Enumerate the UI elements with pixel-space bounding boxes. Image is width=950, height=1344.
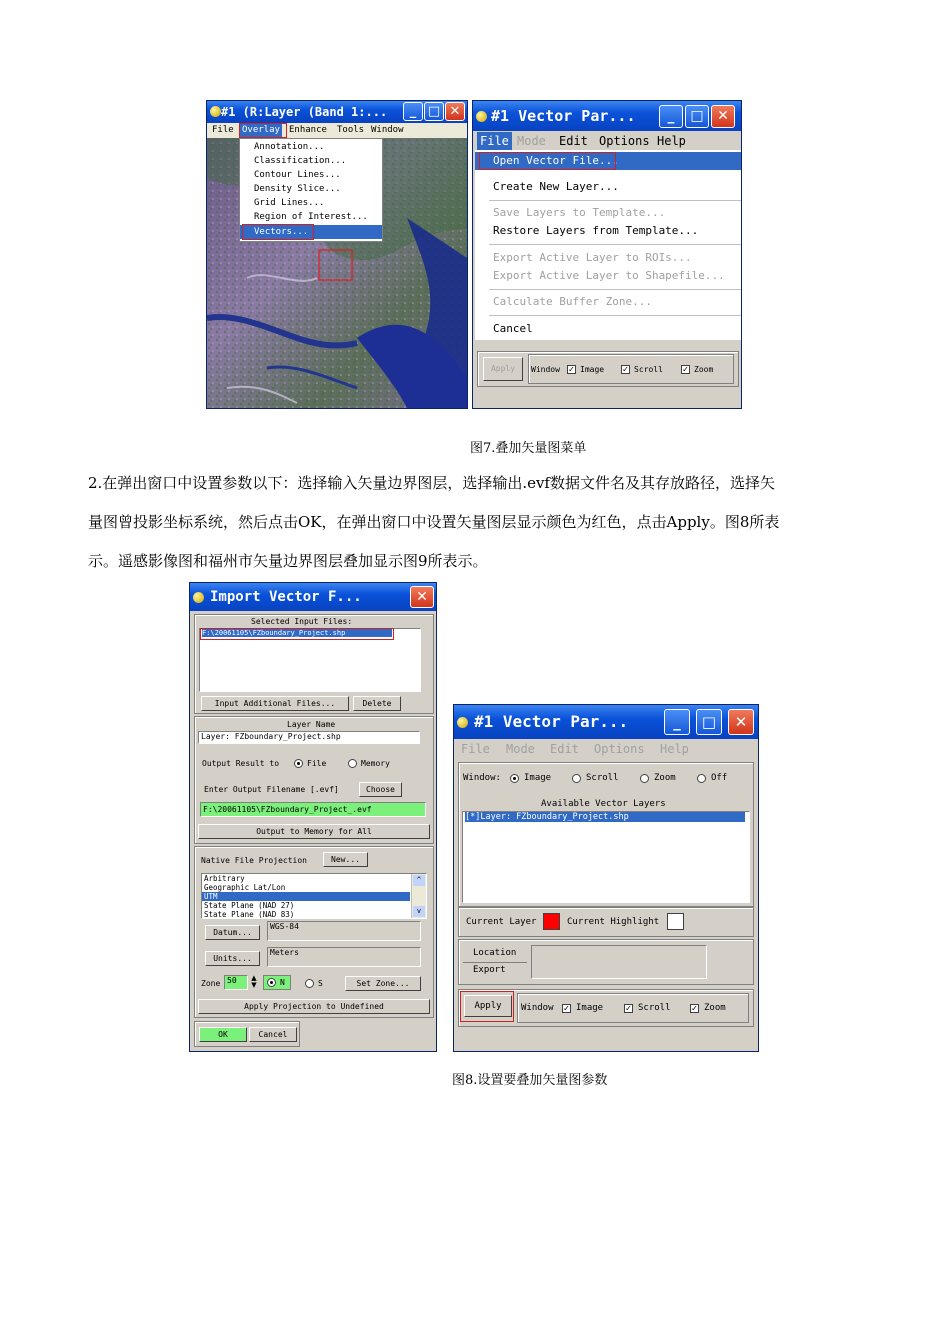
available-layers-list[interactable] <box>462 811 750 903</box>
input-additional-files-button[interactable]: Input Additional Files... <box>201 696 349 711</box>
window-options <box>528 354 734 384</box>
window-title: #1 Vector Par... <box>474 712 629 731</box>
bottom-controls <box>477 351 739 387</box>
menu-item-calculate-buffer[interactable]: Calculate Buffer Zone... <box>493 295 652 308</box>
window-zoom-label: Zoom <box>654 773 676 783</box>
projection-panel <box>194 846 434 1018</box>
radio-n-group[interactable] <box>263 975 291 990</box>
apply-button[interactable]: Apply <box>464 995 512 1017</box>
menu-item-region-of-interest[interactable]: Region of Interest... <box>254 212 368 222</box>
window-zoom-radio[interactable] <box>640 774 649 783</box>
location-label: Location <box>473 948 517 958</box>
location-display <box>531 945 707 979</box>
layers-panel <box>458 762 754 907</box>
menu-separator <box>489 289 741 290</box>
apply-projection-button[interactable]: Apply Projection to Undefined <box>198 999 430 1014</box>
window-scroll-radio[interactable] <box>572 774 581 783</box>
zone-label: Zone <box>201 979 221 988</box>
figure-7-caption: 图7.叠加矢量图菜单 <box>470 441 587 456</box>
close-icon: ✕ <box>717 108 729 124</box>
window-title: Import Vector F... <box>210 589 362 605</box>
window-image-radio[interactable] <box>510 774 519 783</box>
menu-item-density-slice[interactable]: Density Slice... <box>254 184 341 194</box>
minimize-button[interactable] <box>664 709 690 735</box>
choose-button[interactable]: Choose <box>359 782 402 797</box>
scroll-checkbox[interactable]: ✓ <box>622 365 629 374</box>
close-icon: ✕ <box>734 713 748 731</box>
menu-item-grid-lines[interactable]: Grid Lines... <box>254 198 325 208</box>
image-check-label: Image <box>576 1003 604 1013</box>
zoom-checkbox[interactable]: ✓ <box>691 1004 698 1013</box>
minimize-button[interactable] <box>403 102 423 121</box>
zoom-check-label: Zoom <box>704 1003 726 1013</box>
close-button[interactable] <box>410 586 434 608</box>
menu-item-contour-lines[interactable]: Contour Lines... <box>254 170 341 180</box>
menu-file[interactable]: File <box>212 125 234 135</box>
maximize-button[interactable] <box>696 709 722 735</box>
projection-item-selected[interactable]: UTM <box>202 892 410 901</box>
radio-n[interactable] <box>267 978 276 987</box>
zoom-checkbox[interactable]: ✓ <box>682 365 689 374</box>
window-check-options <box>517 993 749 1023</box>
window-image-label: Image <box>524 773 552 783</box>
ok-cancel-panel <box>194 1021 300 1047</box>
close-button[interactable] <box>711 105 735 128</box>
close-icon: ✕ <box>416 589 428 605</box>
file-dropdown <box>475 150 741 340</box>
vector-menubar <box>473 132 741 150</box>
menu-item-vectors[interactable]: Vectors... <box>240 225 382 239</box>
selected-file-highlight <box>200 628 394 640</box>
image-label: Image <box>580 365 605 374</box>
available-layers-label: Available Vector Layers <box>541 799 666 809</box>
menu-item-restore-layers[interactable]: Restore Layers from Template... <box>493 224 699 237</box>
paragraph-line-1: 2.在弹出窗口中设置参数以下：选择输入矢量边界图层，选择输出.evf数据文件名及其存放路径，选择矢 <box>88 474 775 492</box>
maximize-icon: □ <box>701 713 717 731</box>
apply-button[interactable]: Apply <box>483 357 523 381</box>
maximize-button[interactable] <box>424 102 444 121</box>
projection-item[interactable]: Arbitrary <box>204 874 245 883</box>
output-filename-input[interactable]: F:\20061105\FZboundary_Project_.evf <box>200 802 426 817</box>
projection-item[interactable]: State Plane (NAD 83) <box>204 910 295 919</box>
menu-separator <box>489 200 741 201</box>
menu-edit[interactable]: Edit <box>559 134 588 148</box>
selected-files-label: Selected Input Files: <box>251 617 353 626</box>
app-icon <box>457 717 468 728</box>
scroll-check-label: Scroll <box>638 1003 671 1013</box>
window-off-radio[interactable] <box>697 774 706 783</box>
menu-options[interactable]: Options <box>599 134 650 148</box>
menu-item-open-vector-file[interactable]: Open Vector File... <box>475 152 741 170</box>
menu-item-create-new-layer[interactable]: Create New Layer... <box>493 180 619 193</box>
menu-tools[interactable]: Tools <box>337 125 365 135</box>
output-file-label: File <box>307 759 327 768</box>
vector-window-fig8 <box>453 704 759 1052</box>
radio-s-label: S <box>318 979 323 988</box>
window-title: #1 Vector Par... <box>491 107 636 125</box>
close-button[interactable] <box>445 102 465 121</box>
output-result-label: Output Result to <box>202 759 280 768</box>
app-icon <box>210 106 221 117</box>
menu-item-export-rois[interactable]: Export Active Layer to ROIs... <box>493 251 692 264</box>
window-label: Window: <box>463 773 501 783</box>
units-value: Meters <box>267 947 421 967</box>
zone-input[interactable]: 50 <box>224 975 248 990</box>
layer-item-selected[interactable]: [*]Layer: FZboundary_Project.shp <box>465 812 745 822</box>
menu-mode[interactable]: Mode <box>506 742 535 756</box>
datum-value: WGS-84 <box>267 921 421 941</box>
figure-8-caption: 图8.设置要叠加矢量图参数 <box>452 1073 608 1088</box>
app-icon <box>476 111 487 122</box>
selected-files-panel <box>194 614 434 714</box>
open-vector-highlight <box>479 152 616 170</box>
native-projection-label: Native File Projection <box>201 856 307 865</box>
datum-button[interactable]: Datum... <box>205 925 260 940</box>
overlay-highlight <box>239 123 287 138</box>
layer-name-input[interactable]: Layer: FZboundary_Project.shp <box>198 731 420 744</box>
menu-item-classification[interactable]: Classification... <box>254 156 347 166</box>
current-layer-color-swatch[interactable] <box>543 913 560 930</box>
scroll-down-icon[interactable]: v <box>413 906 425 917</box>
menu-window[interactable]: Window <box>371 125 404 135</box>
paragraph-line-3: 示。遥感影像图和福州市矢量边界图层叠加显示图9所表示。 <box>88 552 488 570</box>
menu-item-annotation[interactable]: Annotation... <box>254 142 325 152</box>
vectors-highlight <box>242 224 314 240</box>
current-highlight-color-swatch[interactable] <box>667 913 684 930</box>
menu-item-cancel[interactable]: Cancel <box>493 322 533 335</box>
window-check-label: Window <box>521 1003 554 1013</box>
scroll-label: Scroll <box>634 365 663 374</box>
window-scroll-label: Scroll <box>586 773 619 783</box>
output-file-radio[interactable] <box>294 759 303 768</box>
zoom-label: Zoom <box>694 365 714 374</box>
radio-s[interactable] <box>305 979 314 988</box>
menu-file[interactable]: File <box>477 132 512 150</box>
location-divider <box>463 962 527 963</box>
window-label: Window <box>531 365 560 374</box>
selected-file-item[interactable]: F:\20061105\FZboundary_Project.shp <box>202 629 392 637</box>
import-window-titlebar[interactable] <box>190 583 436 611</box>
scroll-up-icon[interactable]: ^ <box>413 875 425 886</box>
set-zone-button[interactable]: Set Zone... <box>345 976 421 991</box>
menu-file[interactable]: File <box>461 742 490 756</box>
image-checkbox[interactable]: ✓ <box>563 1004 570 1013</box>
menu-item-export-shapefile[interactable]: Export Active Layer to Shapefile... <box>493 269 725 282</box>
menu-mode[interactable]: Mode <box>517 134 546 148</box>
output-filename-label: Enter Output Filename [.evf] <box>204 785 339 794</box>
delete-button[interactable]: Delete <box>353 696 401 711</box>
menu-help[interactable]: Help <box>657 134 686 148</box>
vector-window-fig7 <box>472 100 742 409</box>
window-title: #1 (R:Layer (Band 1:... <box>221 105 388 119</box>
overlay-dropdown <box>239 138 383 242</box>
color-panel <box>458 907 754 937</box>
cancel-button[interactable]: Cancel <box>249 1027 297 1042</box>
menu-item-save-layers[interactable]: Save Layers to Template... <box>493 206 666 219</box>
vector-menubar <box>454 740 758 758</box>
image-window <box>206 100 468 409</box>
window-off-label: Off <box>711 773 728 783</box>
close-button[interactable] <box>728 709 754 735</box>
paragraph-line-2: 量图曾投影坐标系统，然后点击OK，在弹出窗口中设置矢量图层显示颜色为红色，点击Apply。图8所表 <box>88 513 780 531</box>
apply-highlight <box>460 991 514 1022</box>
output-to-memory-button[interactable]: Output to Memory for All <box>198 824 430 839</box>
menu-overlay[interactable]: Overlay <box>240 123 282 138</box>
export-label: Export <box>473 965 506 975</box>
units-button[interactable]: Units... <box>205 951 260 966</box>
projection-item[interactable]: State Plane (NAD 27) <box>204 901 295 910</box>
zone-stepper-icon[interactable]: ▲ ▼ <box>251 974 257 989</box>
minimize-icon: _ <box>673 713 681 731</box>
ok-button[interactable]: OK <box>199 1027 247 1042</box>
maximize-icon: □ <box>427 104 441 119</box>
projection-item[interactable]: Geographic Lat/Lon <box>204 883 286 892</box>
menu-separator <box>489 244 741 245</box>
layer-output-panel <box>194 716 434 844</box>
menu-separator <box>489 315 741 316</box>
layer-name-label: Layer Name <box>287 720 336 729</box>
menu-options[interactable]: Options <box>594 742 645 756</box>
location-panel <box>458 939 754 985</box>
minimize-icon: _ <box>667 108 675 124</box>
output-memory-radio[interactable] <box>348 759 357 768</box>
maximize-icon: □ <box>690 108 704 124</box>
projection-list[interactable] <box>201 873 427 919</box>
new-projection-button[interactable]: New... <box>323 852 368 867</box>
image-checkbox[interactable]: ✓ <box>568 365 575 374</box>
output-memory-label: Memory <box>361 759 390 768</box>
menu-enhance[interactable]: Enhance <box>289 125 327 135</box>
close-icon: ✕ <box>449 104 461 119</box>
maximize-button[interactable] <box>685 105 709 128</box>
projection-scrollbar[interactable] <box>411 874 426 918</box>
minimize-button[interactable] <box>659 105 683 128</box>
scroll-checkbox[interactable]: ✓ <box>625 1004 632 1013</box>
import-vector-window <box>189 582 437 1052</box>
app-icon <box>193 592 204 603</box>
current-layer-label: Current Layer <box>466 917 537 927</box>
radio-n-label: N <box>280 978 285 987</box>
menu-help[interactable]: Help <box>660 742 689 756</box>
apply-panel <box>458 989 754 1027</box>
current-highlight-label: Current Highlight <box>567 917 660 927</box>
minimize-icon: _ <box>409 104 417 119</box>
menu-edit[interactable]: Edit <box>550 742 579 756</box>
